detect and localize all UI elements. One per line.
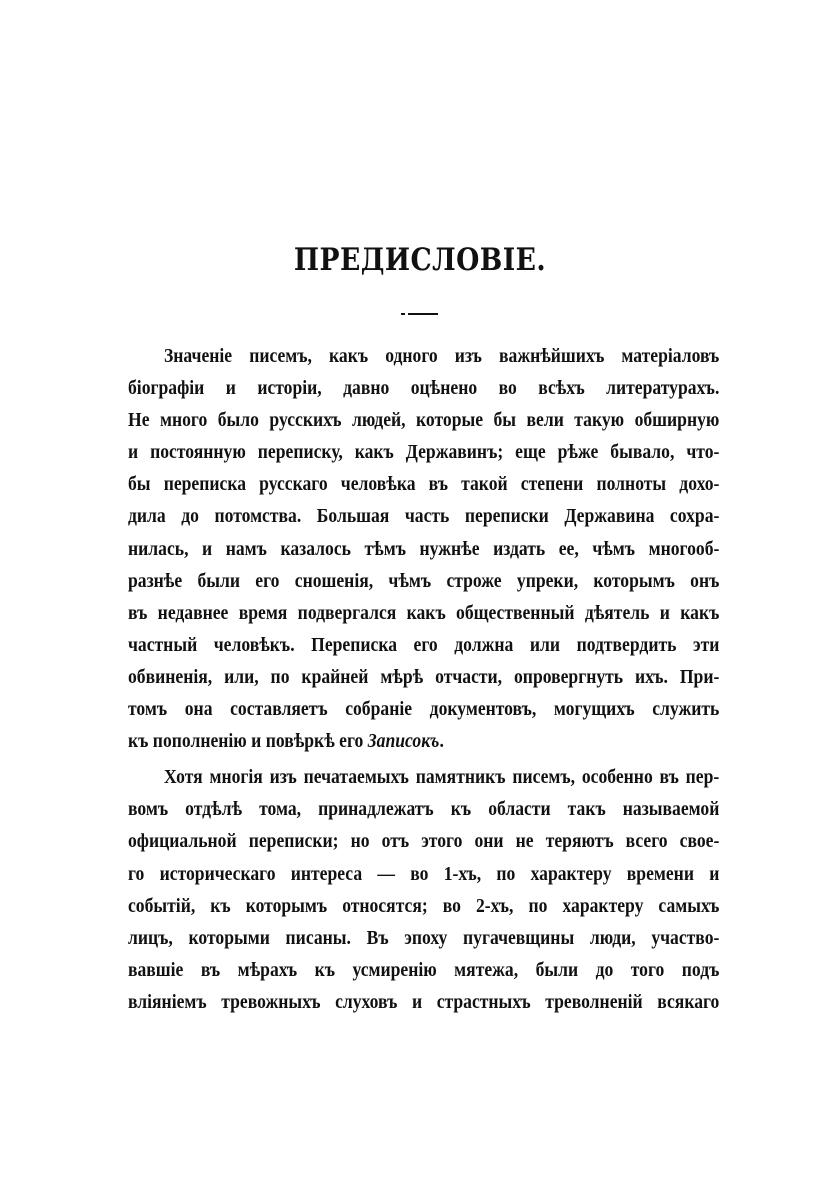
text-line: разнѣе были его сношенія, чѣмъ строже упреки, которымъ онъ <box>128 569 720 592</box>
text-line: официальной переписки; но отъ этого они не теряютъ всего свое- <box>128 830 720 853</box>
paragraph-1 <box>128 340 720 757</box>
text-line: обвиненія, или, по крайней мѣрѣ отчасти, опровергнуть ихъ. При- <box>128 665 720 688</box>
paragraph-2 <box>128 761 720 1018</box>
text-line: Не много было русскихъ людей, которые бы вели такую обширную <box>128 409 720 432</box>
italic-title: Записокъ <box>367 730 440 753</box>
text-line-last <box>128 725 719 757</box>
title-rule-tick <box>401 313 405 315</box>
page-title: ПРЕДИСЛОВІЕ. <box>293 242 547 278</box>
text-line: и постоянную переписку, какъ Державинъ; еще рѣже бывало, что- <box>128 441 720 464</box>
text-line: вліяніемъ тревожныхъ слуховъ и страстныхъ треволненій всякаго <box>128 990 720 1013</box>
text-line: вомъ отдѣлѣ тома, принадлежатъ къ области такъ называемой <box>128 798 720 821</box>
text-line: дила до потомства. Большая часть переписки Державина сохра- <box>128 505 720 528</box>
text-line: событій, къ которымъ относятся; во 2-хъ, по характеру самыхъ <box>128 894 720 917</box>
text-line: частный человѣкъ. Переписка его должна или подтвердить эти <box>128 633 720 656</box>
text-line: лицъ, которыми писаны. Въ эпоху пугачевщины люди, участво- <box>128 926 720 949</box>
text-fragment: . <box>439 730 444 753</box>
text-line: томъ она составляетъ собраніе документовъ, могущихъ служить <box>128 698 720 721</box>
text-line: бы переписка русскаго человѣка въ такой степени полноты дохо- <box>128 473 720 496</box>
text-line: го историческаго интереса — во 1-хъ, по характеру времени и <box>128 862 720 885</box>
text-line: Значеніе писемъ, какъ одного изъ важнѣйшихъ матеріаловъ <box>164 345 720 367</box>
title-rule <box>408 313 438 315</box>
body-text <box>128 340 720 1018</box>
text-line: нилась, и намъ казалось тѣмъ нужнѣе издать ее, чѣмъ многооб- <box>128 537 720 560</box>
text-fragment: къ пополненію и повѣркѣ его <box>128 730 368 753</box>
text-line: Хотя многія изъ печатаемыхъ памятникъ писемъ, особенно въ пер- <box>164 766 720 789</box>
text-line: вавшіе въ мѣрахъ къ усмиренію мятежа, были до того подъ <box>128 958 720 981</box>
text-line: біографіи и исторіи, давно оцѣнено во всѣхъ литературахъ. <box>128 377 720 400</box>
text-line: въ недавнее время подвергался какъ общественный дѣятель и какъ <box>128 601 720 624</box>
